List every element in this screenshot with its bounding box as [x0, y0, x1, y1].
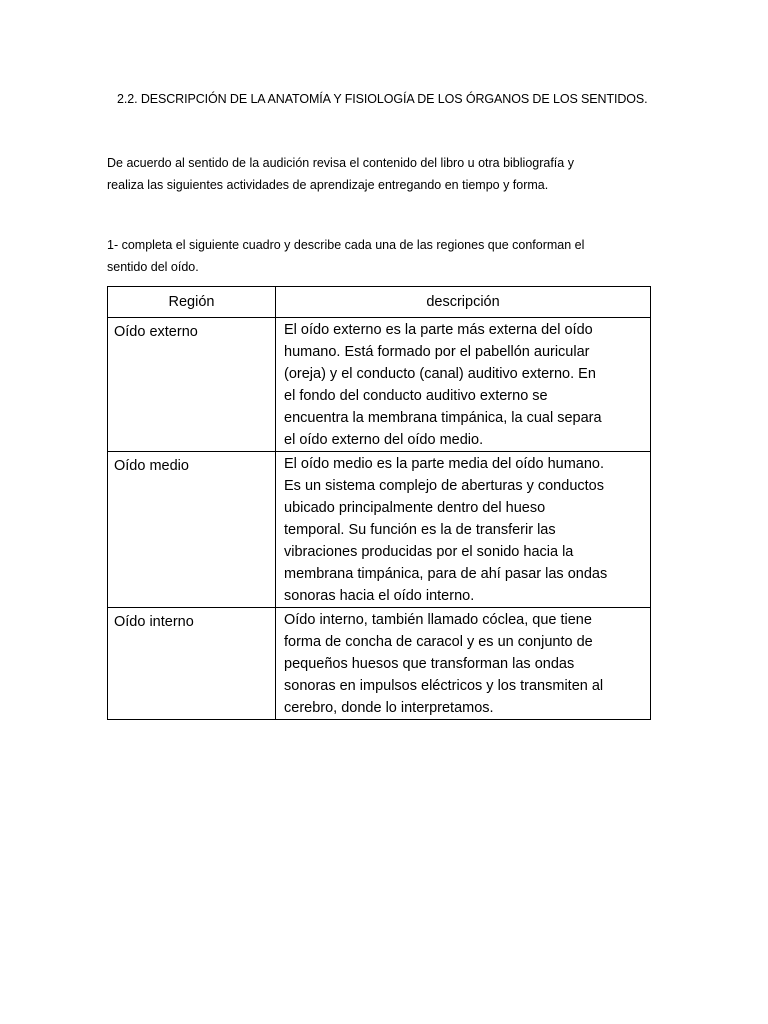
description-line: el fondo del conducto auditivo externo se — [284, 388, 548, 404]
description-line: humano. Está formado por el pabellón auricular — [284, 344, 590, 360]
description-line: sonoras hacia el oído interno. — [284, 588, 475, 604]
table-header-row — [108, 287, 651, 318]
task-line: 1- completa el siguiente cuadro y describe cada una de las regiones que conforman el — [107, 238, 585, 252]
region-cell: Oído externo — [108, 318, 276, 452]
header-region: Región — [108, 287, 276, 318]
table-row — [108, 318, 651, 452]
description-cell — [276, 608, 651, 720]
description-line: vibraciones producidas por el sonido hacia la — [284, 544, 574, 560]
task-line: sentido del oído. — [107, 260, 199, 274]
intro-line: realiza las siguientes actividades de aprendizaje entregando en tiempo y forma. — [107, 178, 549, 192]
description-cell — [276, 318, 651, 452]
description-line: el oído externo del oído medio. — [284, 432, 484, 448]
description-line: membrana timpánica, para de ahí pasar las ondas — [284, 566, 608, 582]
description-line: cerebro, donde lo interpretamos. — [284, 700, 494, 716]
table-row — [108, 452, 651, 608]
description-line: Oído interno, también llamado cóclea, que tiene — [284, 612, 592, 628]
intro-line: De acuerdo al sentido de la audición revisa el contenido del libro u otra bibliografía y — [107, 156, 574, 170]
description-cell — [276, 452, 651, 608]
description-line: (oreja) y el conducto (canal) auditivo externo. En — [284, 366, 596, 382]
description-line: El oído medio es la parte media del oído humano. — [284, 456, 605, 472]
description-line: pequeños huesos que transforman las ondas — [284, 656, 575, 672]
region-cell: Oído medio — [108, 452, 276, 608]
task-instruction — [107, 234, 667, 278]
description-line: forma de concha de caracol y es un conjunto de — [284, 634, 593, 650]
header-description: descripción — [276, 287, 651, 318]
description-line: Es un sistema complejo de aberturas y conductos — [284, 478, 604, 494]
description-line: sonoras en impulsos eléctricos y los transmiten al — [284, 678, 604, 694]
section-heading: 2.2. DESCRIPCIÓN DE LA ANATOMÍA Y FISIOLOGÍA DE LOS ÓRGANOS DE LOS SENTIDOS. — [117, 92, 648, 106]
description-line: El oído externo es la parte más externa del oído — [284, 322, 593, 338]
description-line: temporal. Su función es la de transferir las — [284, 522, 556, 538]
region-cell: Oído interno — [108, 608, 276, 720]
description-line: ubicado principalmente dentro del hueso — [284, 500, 546, 516]
ear-regions-table — [107, 286, 651, 720]
description-line: encuentra la membrana timpánica, la cual separa — [284, 410, 602, 426]
intro-paragraph — [107, 152, 667, 196]
table-row — [108, 608, 651, 720]
